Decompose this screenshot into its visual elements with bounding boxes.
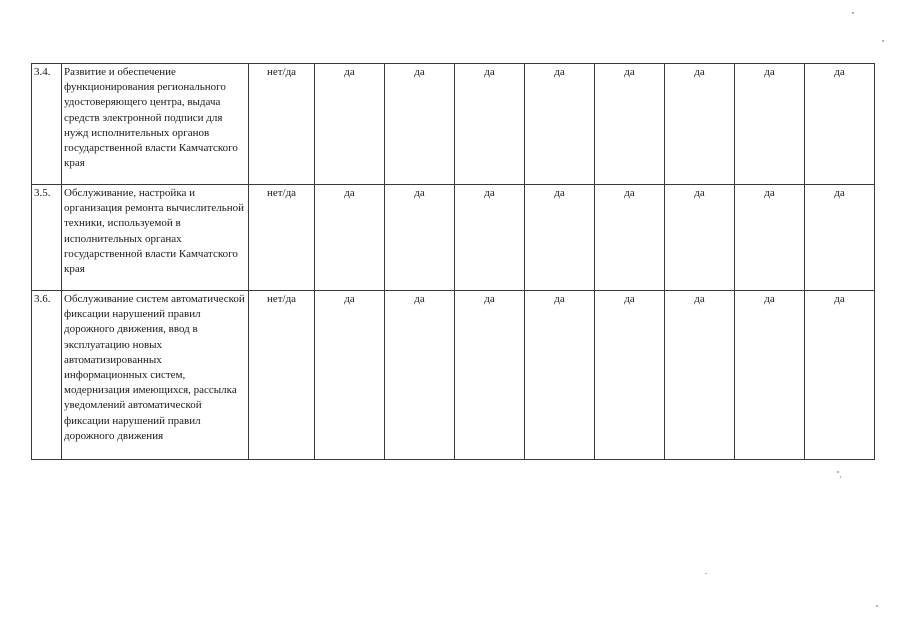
scan-speck [840, 476, 841, 478]
status-cell: да [735, 291, 805, 460]
scan-speck [837, 471, 839, 473]
status-cell: да [805, 291, 875, 460]
status-cell: да [595, 291, 665, 460]
table-row [32, 291, 875, 460]
status-cell: да [315, 64, 385, 185]
status-cell: да [805, 64, 875, 185]
status-cell: да [595, 185, 665, 291]
status-cell: да [385, 291, 455, 460]
table-row [32, 185, 875, 291]
status-cell: да [735, 64, 805, 185]
status-cell: да [385, 185, 455, 291]
status-cell: да [665, 185, 735, 291]
status-cell: да [665, 64, 735, 185]
row-description: Обслуживание систем автоматической фиксации нарушений правил дорожного движения, ввод в эксплуатацию новых автоматизированных информационных систем, модернизация имеющихся, рассылка уведомлений автоматической фиксации нарушений правил дорожного движения [62, 291, 249, 460]
status-cell: да [315, 185, 385, 291]
status-cell: да [525, 185, 595, 291]
scan-speck [882, 40, 884, 42]
status-cell: да [805, 185, 875, 291]
status-cell: да [315, 291, 385, 460]
status-cell: да [735, 185, 805, 291]
status-cell: да [595, 64, 665, 185]
activities-table [31, 63, 875, 460]
table-row [32, 64, 875, 185]
status-cell: да [665, 291, 735, 460]
status-cell: нет/да [249, 64, 315, 185]
scan-speck [876, 605, 878, 607]
row-number: 3.4. [32, 64, 62, 185]
status-cell: да [525, 64, 595, 185]
status-cell: да [385, 64, 455, 185]
row-description: Обслуживание, настройка и организация ремонта вычислительной техники, используемой в исполнительных органах государственной власти Камчатского края [62, 185, 249, 291]
status-cell: нет/да [249, 185, 315, 291]
status-cell: да [525, 291, 595, 460]
row-number: 3.6. [32, 291, 62, 460]
row-number: 3.5. [32, 185, 62, 291]
status-cell: да [455, 64, 525, 185]
scan-speck [705, 573, 707, 574]
status-cell: да [455, 291, 525, 460]
row-description: Развитие и обеспечение функционирования регионального удостоверяющего центра, выдача средств электронной подписи для нужд исполнительных органов государственной власти Камчатского края [62, 64, 249, 185]
scan-speck [852, 12, 854, 14]
status-cell: нет/да [249, 291, 315, 460]
status-cell: да [455, 185, 525, 291]
